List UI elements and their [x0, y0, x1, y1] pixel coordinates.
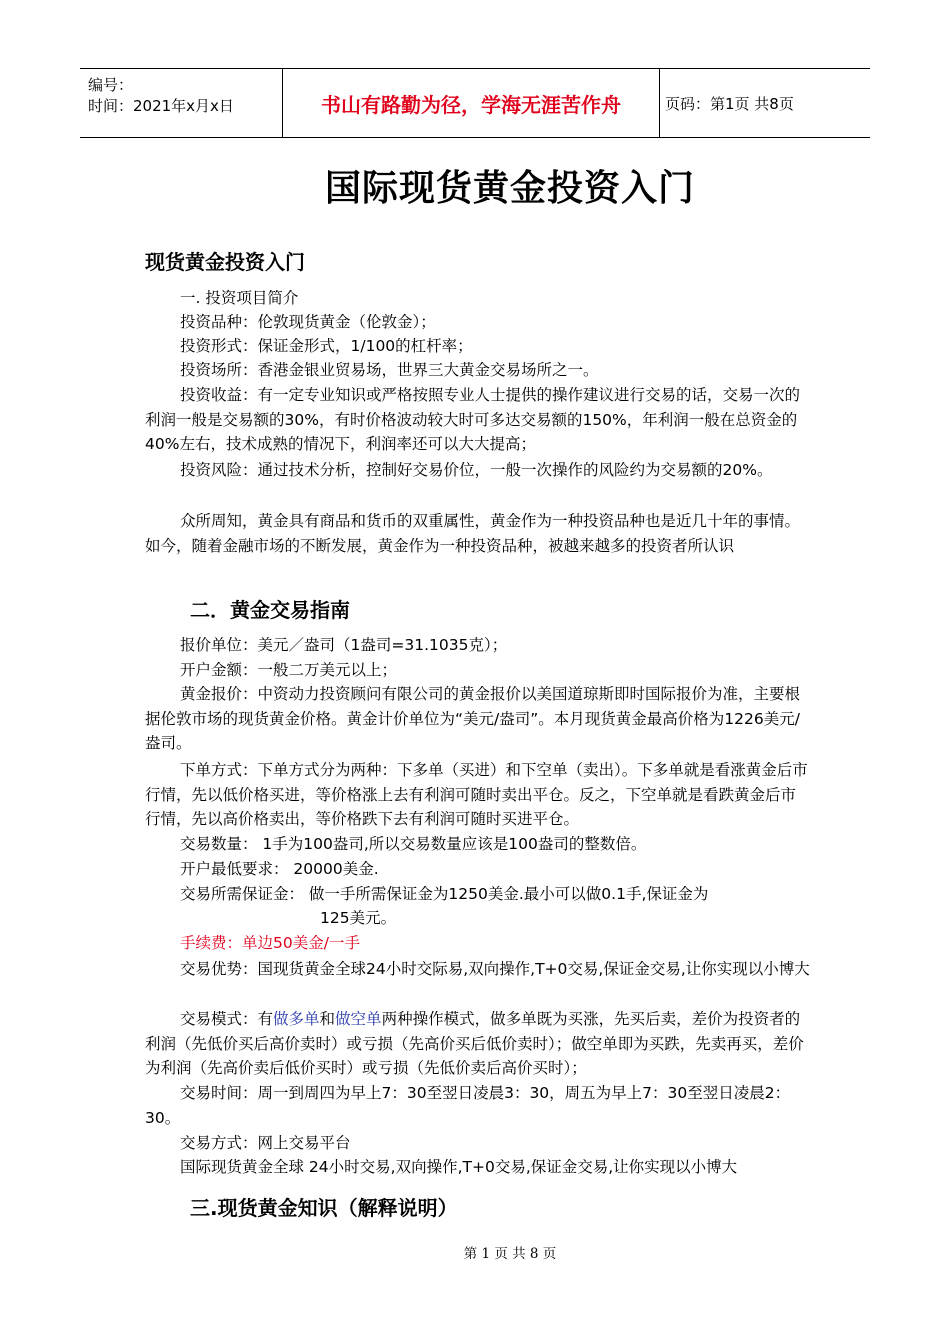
intro-line-1: 投资品种：伦敦现货黄金（伦敦金）；	[180, 313, 436, 331]
mode-rest: 两种操作模式，做多单既为买涨，先买后卖，差价为投资者的利润（先低价买后高价卖时）或亏损（先高价买后低价卖时）；做空单即为买跌，先卖再买，差价为利润（先高价卖后低价买时）或亏损（先低价卖后高价买时）；	[145, 1010, 804, 1077]
header-page-info: 页码：第1页 共8页	[665, 94, 794, 113]
intro-line-2: 投资形式：保证金形式，1/100的杠杆率；	[180, 337, 473, 355]
mode-prefix: 交易模式：有	[180, 1010, 274, 1028]
min-open-requirement: 开户最低要求： 20000美金.	[180, 860, 379, 878]
document-title: 国际现货黄金投资入门	[324, 168, 695, 209]
background-paragraph: 众所周知，黄金具有商品和货币的双重属性，黄金作为一种投资品种也是近几十年的事情。如今，随着金融市场的不断发展，黄金作为一种投资品种，被越来越多的投资者所认识	[145, 512, 801, 555]
trade-way: 交易方式：网上交易平台	[180, 1134, 351, 1152]
summary-line: 国际现货黄金全球 24小时交易,双向操作,T+0交易,保证金交易,让你实现以小博大	[180, 1158, 738, 1176]
mode-paragraph	[145, 1007, 810, 1081]
mode-long-term: 做多单	[273, 1010, 320, 1028]
intro-subheading: 一. 投资项目简介	[180, 289, 299, 307]
risk-paragraph: 投资风险：通过技术分析，控制好交易价位，一般一次操作的风险约为交易额的20%。	[180, 461, 773, 479]
header-motto: 书山有路勤为径，学海无涯苦作舟	[282, 69, 660, 137]
guide-heading: 二．黄金交易指南	[190, 598, 350, 622]
mode-and: 和	[319, 1010, 336, 1028]
order-method-paragraph: 下单方式：下单方式分为两种：下多单（买进）和下空单（卖出）。下多单就是看涨黄金后市行情，先以低价格买进，等价格涨上去有利润可随时卖出平仓。反之，下空单就是看跌黄金后市行情，先以高价格卖出，等价格跌下去有利润可随时买进平仓。	[145, 761, 808, 828]
quote-unit: 报价单位：美元／盎司（1盎司=31.1035克）；	[180, 636, 508, 654]
time-label: 时间：2021年x月x日	[88, 97, 234, 115]
open-amount: 开户金额：一般二万美元以上；	[180, 661, 398, 679]
margin-line-1: 交易所需保证金： 做一手所需保证金为1250美金.最小可以做0.1手,保证金为	[180, 885, 709, 903]
number-label: 编号：	[88, 76, 134, 94]
knowledge-heading: 三.现货黄金知识（解释说明）	[190, 1196, 458, 1220]
trade-quantity: 交易数量： 1手为100盎司,所以交易数量应该是100盎司的整数倍。	[180, 835, 647, 853]
header-table	[80, 68, 870, 138]
fee-line: 手续费：单边50美金/一手	[180, 934, 360, 952]
margin-line-2: 125美元。	[320, 909, 397, 927]
header-meta	[88, 75, 278, 117]
mode-short-term: 做空单	[335, 1010, 382, 1028]
intro-line-3: 投资场所：香港金银业贸易场，世界三大黄金交易场所之一。	[180, 361, 599, 379]
trade-time-paragraph: 交易时间：周一到周四为早上7：30至翌日凌晨3：30，周五为早上7：30至翌日凌晨2：30。	[145, 1084, 791, 1127]
income-paragraph: 投资收益：有一定专业知识或严格按照专业人士提供的操作建议进行交易的话，交易一次的利润一般是交易额的30%，有时价格波动较大时可多达交易额的150%，年利润一般在总资金的40%左右，技术成熟的情况下，利润率还可以大大提高；	[145, 386, 801, 453]
advantage-paragraph: 交易优势：国现货黄金全球24小时交际易,双向操作,T+0交易,保证金交易,让你实现以小博大	[180, 960, 810, 978]
page-footer: 第 1 页 共 8 页	[463, 1246, 557, 1262]
intro-heading: 现货黄金投资入门	[145, 250, 305, 274]
gold-quote-paragraph: 黄金报价：中资动力投资顾问有限公司的黄金报价以美国道琼斯即时国际报价为准，主要根据伦敦市场的现货黄金价格。黄金计价单位为“美元/盎司”。本月现货黄金最高价格为1226美元/盎司。	[145, 685, 801, 752]
